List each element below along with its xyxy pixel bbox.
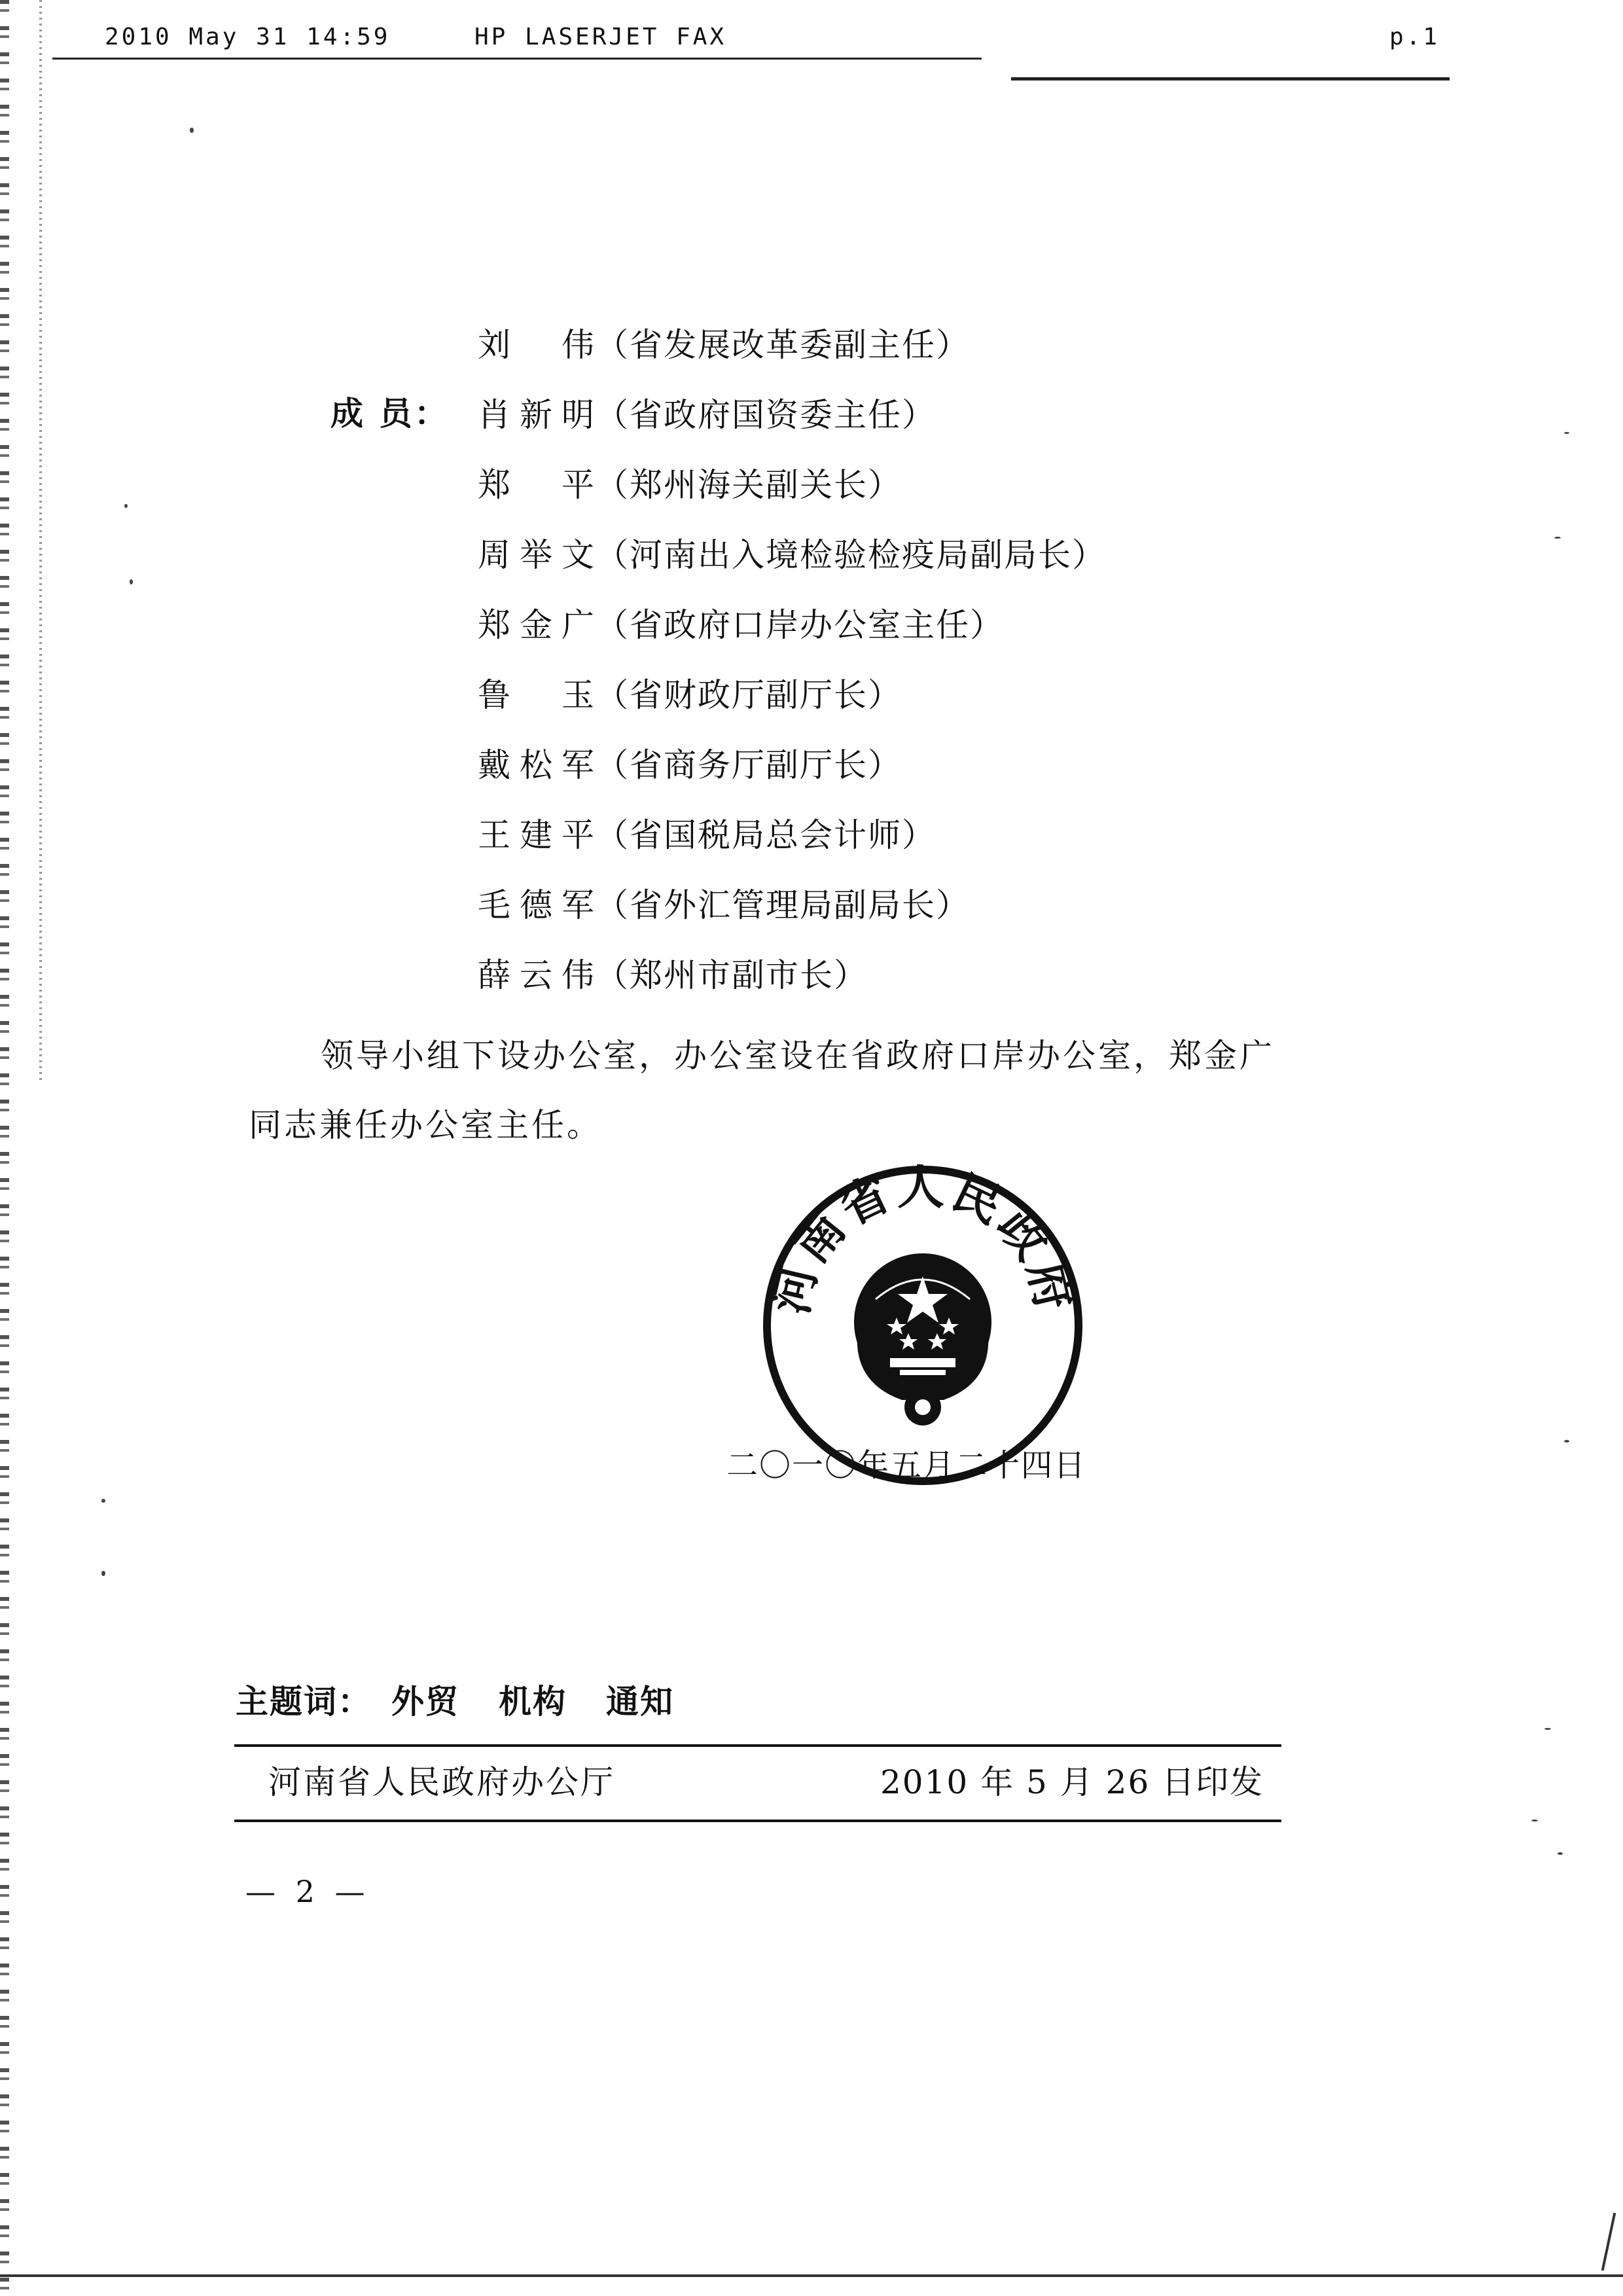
- member-row: [478, 532, 1106, 578]
- seal-text: 河南省人民政府: [762, 1162, 1084, 1319]
- members-label: 成 员：: [330, 395, 448, 433]
- print-date: 2010 年 5 月 26 日印发: [880, 1763, 1264, 1801]
- official-seal: [759, 1162, 1086, 1489]
- member-title: （省发展改革委副主任）: [596, 326, 970, 364]
- member-name: 薛云伟: [478, 956, 596, 994]
- footer-rule-top: [234, 1744, 1281, 1747]
- scan-bottom-edge: [0, 2274, 1623, 2277]
- scan-edge-artifact: [0, 0, 9, 2296]
- footer-rule-bottom: [234, 1820, 1281, 1822]
- member-name: 刘 伟: [478, 326, 596, 364]
- scan-speck: [1531, 1820, 1538, 1821]
- member-row: [478, 952, 868, 998]
- national-emblem-icon: [854, 1253, 991, 1426]
- member-name: 郑 平: [478, 466, 596, 504]
- scan-speck: [1564, 1440, 1569, 1443]
- member-title: （郑州市副市长）: [596, 956, 868, 994]
- office-paragraph: 领导小组下设办公室，办公室设在省政府口岸办公室，郑金广同志兼任办公室主任。: [249, 1037, 1275, 1144]
- scan-speck: [101, 1499, 105, 1503]
- keyword-item: 外贸: [391, 1683, 459, 1721]
- member-title: （省商务厅副厅长）: [596, 746, 902, 784]
- page-number: — 2 —: [245, 1874, 370, 1909]
- scan-speck: [190, 128, 194, 133]
- member-title: （省国税局总会计师）: [596, 816, 936, 854]
- fax-header: [105, 20, 1440, 59]
- fax-header-rule: [52, 58, 982, 60]
- scan-edge-artifact: [39, 0, 42, 1080]
- member-name: 郑金广: [478, 606, 596, 644]
- scan-speck: [124, 504, 128, 508]
- keyword-item: 通知: [606, 1683, 674, 1721]
- fax-header-rule-right: [1011, 77, 1450, 81]
- member-title: （省外汇管理局副局长）: [596, 886, 970, 924]
- member-name: 毛德军: [478, 886, 596, 924]
- scan-speck: [130, 579, 133, 584]
- scan-speck: [101, 1571, 105, 1576]
- fax-datetime: 2010 May 31 14:59: [105, 24, 391, 50]
- member-name: 鲁 玉: [478, 676, 596, 714]
- fax-machine-name: HP LASERJET FAX: [474, 24, 727, 50]
- member-row: [478, 462, 902, 508]
- member-name: 周举文: [478, 536, 596, 574]
- member-title: （河南出入境检验检疫局副局长）: [596, 536, 1106, 574]
- member-row: [478, 812, 936, 858]
- scan-speck: [1564, 432, 1569, 434]
- member-row: [478, 672, 902, 718]
- issuing-office: 河南省人民政府办公厅: [268, 1763, 615, 1801]
- keyword-item: 机构: [499, 1683, 567, 1721]
- scan-corner-mark: [1601, 2213, 1616, 2271]
- member-title: （省政府口岸办公室主任）: [596, 606, 1004, 644]
- member-row: [478, 392, 936, 438]
- member-name: 肖新明: [478, 396, 596, 434]
- keywords-label: 主题词：: [236, 1683, 372, 1721]
- member-title: （郑州海关副关长）: [596, 466, 902, 504]
- member-row: [478, 742, 902, 788]
- scan-speck: [1558, 1852, 1563, 1855]
- member-title: （省财政厅副厅长）: [596, 676, 902, 714]
- member-name: 王建平: [478, 816, 596, 854]
- scan-speck: [1554, 537, 1561, 539]
- subject-keywords: [236, 1679, 674, 1725]
- member-row: [478, 882, 970, 928]
- scan-speck: [1544, 1728, 1551, 1730]
- member-row: [478, 322, 970, 368]
- fax-page-number: p.1: [1389, 24, 1440, 50]
- member-row: [478, 602, 1004, 648]
- member-title: （省政府国资委主任）: [596, 396, 936, 434]
- signature-date: 二〇一〇年五月二十四日: [726, 1447, 1087, 1484]
- member-name: 戴松军: [478, 746, 596, 784]
